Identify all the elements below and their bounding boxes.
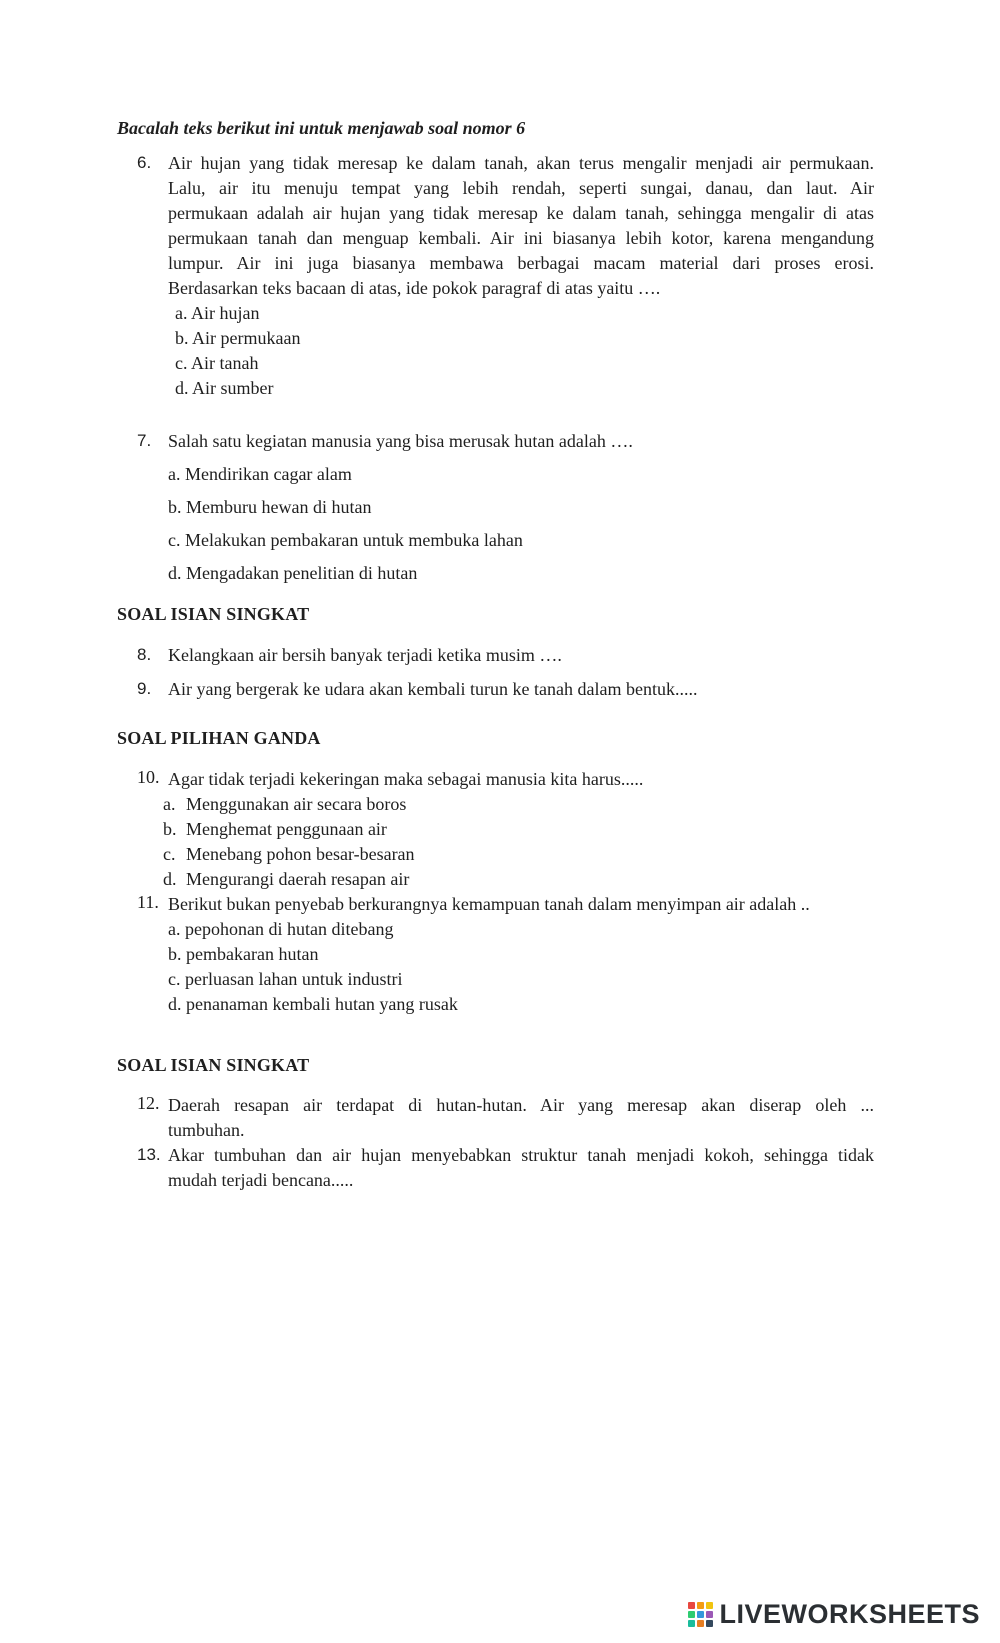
option-d[interactable]: Mengurangi daerah resapan air: [186, 869, 410, 889]
question-number: 8.: [137, 645, 152, 664]
option-a[interactable]: a. pepohonan di hutan ditebang: [168, 919, 394, 939]
logo-square: [688, 1611, 695, 1618]
passage-line: permukaan adalah air hujan yang tidak meresap ke dalam tanah, sehingga mengalir di atas: [168, 203, 874, 223]
option-a[interactable]: a. Air hujan: [175, 303, 260, 323]
logo-square: [706, 1620, 713, 1627]
option-d[interactable]: d. Mengadakan penelitian di hutan: [168, 563, 418, 583]
passage-line: Air hujan yang tidak meresap ke dalam tanah, akan terus mengalir menjadi air permukaan.: [168, 153, 874, 173]
option-c[interactable]: c. perluasan lahan untuk industri: [168, 969, 403, 989]
question-number: 9.: [137, 679, 152, 698]
option-letter: c.: [163, 844, 176, 864]
option-b[interactable]: b. pembakaran hutan: [168, 944, 319, 964]
section-heading: SOAL ISIAN SINGKAT: [117, 604, 310, 624]
question-text: tumbuhan.: [168, 1120, 245, 1140]
logo-square: [688, 1602, 695, 1609]
logo-square: [697, 1611, 704, 1618]
option-c[interactable]: c. Melakukan pembakaran untuk membuka lahan: [168, 530, 523, 550]
question-text: Berikut bukan penyebab berkurangnya kemampuan tanah dalam menyimpan air adalah ..: [168, 894, 810, 914]
question-number: 10.: [137, 767, 160, 787]
question-text: Air yang bergerak ke udara akan kembali turun ke tanah dalam bentuk.....: [168, 679, 698, 699]
question-text: Kelangkaan air bersih banyak terjadi ketika musim ….: [168, 645, 562, 665]
option-d[interactable]: d. Air sumber: [175, 378, 274, 398]
option-letter: b.: [163, 819, 177, 839]
question-number: 12.: [137, 1093, 160, 1113]
question-number: 13.: [137, 1145, 161, 1164]
option-b[interactable]: Menghemat penggunaan air: [186, 819, 387, 839]
question-text: mudah terjadi bencana.....: [168, 1170, 354, 1190]
passage-line: lumpur. Air ini juga biasanya membawa berbagai macam material dari proses erosi.: [168, 253, 874, 273]
logo-square: [697, 1602, 704, 1609]
question-number: 11.: [137, 892, 159, 912]
option-c[interactable]: c. Air tanah: [175, 353, 259, 373]
liveworksheets-logo: [688, 1596, 980, 1632]
option-a[interactable]: a. Mendirikan cagar alam: [168, 464, 352, 484]
option-letter: a.: [163, 794, 176, 814]
logo-text: LIVEWORKSHEETS: [719, 1598, 980, 1629]
question-number: 7.: [137, 431, 152, 450]
logo-grid-icon: [688, 1602, 713, 1627]
logo-square: [688, 1620, 695, 1627]
option-b[interactable]: b. Memburu hewan di hutan: [168, 497, 372, 517]
logo-square: [706, 1611, 713, 1618]
question-text: Salah satu kegiatan manusia yang bisa merusak hutan adalah ….: [168, 431, 633, 451]
reading-instruction: Bacalah teks berikut ini untuk menjawab soal nomor 6: [117, 118, 526, 138]
question-text: Daerah resapan air terdapat di hutan-hutan. Air yang meresap akan diserap oleh ...: [168, 1095, 874, 1115]
question-text: Akar tumbuhan dan air hujan menyebabkan struktur tanah menjadi kokoh, sehingga tidak: [168, 1145, 874, 1165]
option-b[interactable]: b. Air permukaan: [175, 328, 301, 348]
passage-line: permukaan tanah dan menguap kembali. Air ini biasanya lebih kotor, karena mengandung: [168, 228, 874, 248]
question-text: Berdasarkan teks bacaan di atas, ide pokok paragraf di atas yaitu ….: [168, 278, 661, 298]
passage-line: Lalu, air itu menuju tempat yang lebih rendah, seperti sungai, danau, dan laut. Air: [168, 178, 874, 198]
logo-square: [697, 1620, 704, 1627]
option-letter: d.: [163, 869, 177, 889]
section-heading: SOAL ISIAN SINGKAT: [117, 1055, 310, 1075]
option-a[interactable]: Menggunakan air secara boros: [186, 794, 407, 814]
option-c[interactable]: Menebang pohon besar-besaran: [186, 844, 415, 864]
option-d[interactable]: d. penanaman kembali hutan yang rusak: [168, 994, 458, 1014]
question-text: Agar tidak terjadi kekeringan maka sebagai manusia kita harus.....: [168, 769, 644, 789]
question-number: 6.: [137, 153, 152, 172]
section-heading: SOAL PILIHAN GANDA: [117, 728, 321, 748]
logo-square: [706, 1602, 713, 1609]
